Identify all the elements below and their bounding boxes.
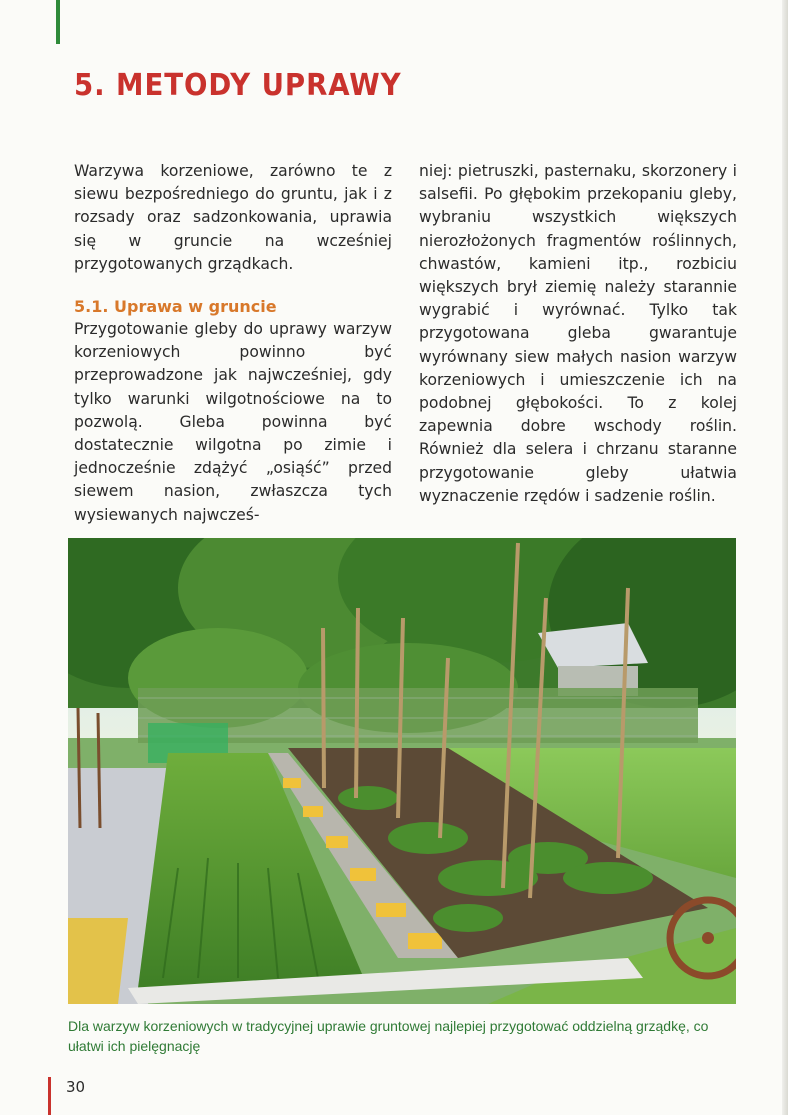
garden-photo	[68, 538, 736, 1004]
garden-photo-illustration	[68, 538, 736, 1004]
page-number-rule	[48, 1077, 51, 1115]
section-heading: 5.1. Uprawa w gruncie	[74, 297, 277, 317]
top-green-rule	[56, 0, 60, 44]
text-column-left	[74, 160, 392, 527]
text-column-right	[419, 160, 737, 508]
section-paragraph-part2: niej: pietruszki, pasternaku, skorzonery i salsefii. Po głębokim przekopaniu gleby, wybraniu wszystkich większych nierozłożonych fragmentów roślinnych, chwastów, kamieni itp., rozbiciu większych brył ziemię należy starannie wygrabić i wyrównać. Tylko tak przygotowana gleba gwarantuje wyrównany siew małych nasion warzyw korzeniowych i umieszczenie ich na podobnej głębokości. To z kolej zapewnia dobre wschody roślin. Również dla selera i chrzanu staranne przygotowanie gleby ułatwia wyznaczenie rzędów i sadzenie roślin.	[419, 162, 737, 505]
intro-paragraph: Warzywa korzeniowe, zarówno te z siewu bezpośredniego do gruntu, jak i z rozsady oraz sadzonkowania, uprawia się w gruncie na wcześniej przygotowanych grządkach.	[74, 162, 392, 273]
chapter-title: 5. METODY UPRAWY	[74, 68, 402, 103]
section-paragraph-part1: Przygotowanie gleby do uprawy warzyw korzeniowych powinno być przeprowadzone jak najwcześniej, gdy tylko warunki wilgotnościowe na to pozwolą. Gleba powinna być dostatecznie wilgotna po zimie i jednocześnie zdążyć „osiąść” przed siewem nasion, zwłaszcza tych wysiewanych najwcześ-	[74, 320, 392, 524]
page-number: 30	[66, 1078, 86, 1096]
figure-caption: Dla warzyw korzeniowych w tradycyjnej uprawie gruntowej najlepiej przygotować oddzielną grządkę, co ułatwi ich pielęgnację	[68, 1018, 709, 1054]
page-edge-shadow	[782, 0, 788, 1115]
